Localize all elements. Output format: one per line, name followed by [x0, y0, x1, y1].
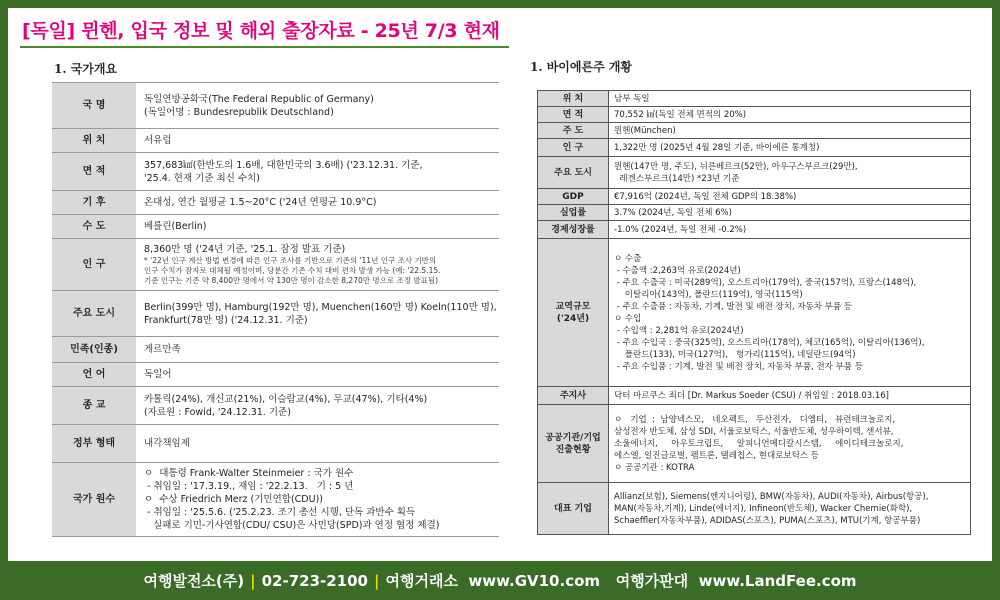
table-row: [538, 405, 971, 483]
table-row: [538, 189, 971, 205]
value-line: '25.4. 현재 기준 최신 수치): [144, 172, 260, 184]
value-line: 카톨릭(24%), 개신교(21%), 이슬람교(4%), 무교(47%), 기타(4%): [144, 393, 428, 405]
value-line: Allianz(보험), Siemens(엔지니어링), BMW(자동차), AUDI(자동차), Airbus(항공),: [614, 491, 929, 502]
footer-separator: |: [250, 572, 256, 590]
row-value: [136, 191, 499, 215]
row-label: 언 어: [52, 363, 136, 387]
value-line: 베를린(Berlin): [144, 221, 207, 232]
row-label: 주지사: [538, 387, 609, 405]
row-value: [609, 387, 971, 405]
table-row: [52, 387, 499, 425]
value-line: 뮌헨(München): [614, 125, 676, 136]
value-line: 닥터 마르쿠스 죄더 [Dr. Markus Soeder (CSU) / 취임일 : 2018.03.16]: [614, 390, 889, 401]
value-line: 남부 독일: [614, 93, 650, 104]
table-row: [538, 239, 971, 387]
value-line: - 주요 수출국 : 미국(289억), 오스트리아(179억), 중국(157억), 프랑스(148억),: [614, 277, 917, 288]
table-row: [538, 205, 971, 221]
row-label: 종 교: [52, 387, 136, 425]
table-row: [52, 425, 499, 463]
country-overview-table: [52, 82, 499, 537]
value-line: ㅇ 공공기관 : KOTRA: [614, 462, 695, 473]
row-label: 위 치: [52, 129, 136, 153]
value-line: €7,916억 (2024년, 독일 전체 GDP의 18.38%): [614, 191, 797, 202]
row-label: GDP: [538, 189, 609, 205]
row-label: 국 명: [52, 83, 136, 129]
footer-label-stand: 여행가판대: [615, 572, 689, 590]
footer-url-gv10[interactable]: www.GV10.com: [468, 572, 601, 590]
row-value: [609, 205, 971, 221]
table-row: [538, 107, 971, 123]
value-line: 70,552 ㎢(독일 전체 면적의 20%): [614, 109, 747, 120]
row-value: [136, 363, 499, 387]
value-line: - 주요 수출품 : 자동차, 기계, 발전 및 배전 장치, 자동차 부품 등: [614, 301, 853, 312]
table-row: [538, 221, 971, 239]
left-section-title: 1. 국가개요: [54, 62, 118, 76]
value-line: 357,683㎢(한반도의 1.6배, 대한민국의 3.6배) ('23.12.31. 기준,: [144, 159, 423, 171]
row-label: 인 구: [538, 139, 609, 157]
row-value: [136, 387, 499, 425]
table-row: [52, 463, 499, 537]
row-value: [136, 291, 499, 337]
row-label: 공공기관/기업 진출현황: [538, 405, 609, 483]
table-row: [52, 129, 499, 153]
row-label: 정부 형태: [52, 425, 136, 463]
value-line: 독일어: [144, 369, 172, 380]
table-row: [52, 337, 499, 363]
table-row: [52, 83, 499, 129]
row-label: 수 도: [52, 215, 136, 239]
footnote-line: 기준 인구는 기존 약 8,400만 명에서 약 130만 명이 감소한 8,270만 명으로 조정 발표됨): [144, 276, 439, 285]
row-label: 민족(인종): [52, 337, 136, 363]
value-line: ㅇ 기업 : 남양넥스모, 네오펙트, 두산전자, 디엠티, 뷰런테크놀로지,: [614, 414, 896, 425]
value-line: 독일연방공화국(The Federal Republic of Germany): [144, 93, 374, 105]
value-line: 에스엘, 일진글로벌, 펨트론, 텔레칩스, 현대로보틱스 등: [614, 450, 819, 461]
value-line: 게르만족: [144, 344, 181, 355]
row-value: [609, 239, 971, 387]
row-label: 기 후: [52, 191, 136, 215]
row-value: [136, 425, 499, 463]
row-label: 교역규모 ('24년): [538, 239, 609, 387]
value-line: - 주요 수입국 : 중국(325억), 오스트리아(178억), 체코(165억), 이탈리아(136억),: [614, 337, 925, 348]
table-row: [52, 215, 499, 239]
value-line: - 취임일 : '17.3.19., 재임 : '22.2.13. 기 : 5 년: [144, 481, 354, 492]
row-label: 주요 도시: [52, 291, 136, 337]
row-value: [609, 483, 971, 535]
row-label: 주 도: [538, 123, 609, 139]
row-value: [609, 405, 971, 483]
row-value: [136, 337, 499, 363]
value-line: 뮌헨(147만 명, 주도), 뉘른베르크(52만), 아우구스부르크(29만),: [614, 161, 858, 172]
footer-url-landfee[interactable]: www.LandFee.com: [698, 572, 857, 590]
value-line: 삼성전자 반도체, 삼성 SDI, 서울로보틱스, 서울반도체, 성우하이텍, 센서뷰,: [614, 426, 894, 437]
value-line: MAN(자동차,기계), Linde(에너지), Infineon(반도체), Wacker Chemie(화학),: [614, 503, 913, 514]
row-label: 면 적: [538, 107, 609, 123]
table-row: [538, 123, 971, 139]
row-label: 면 적: [52, 153, 136, 191]
value-line: - 주요 수입품 : 기계, 발전 및 배전 장치, 자동차 부품, 전자 부품 등: [614, 361, 863, 372]
row-value: [136, 83, 499, 129]
value-line: Schaeffler(자동차부품), ADIDAS(스포츠), PUMA(스포츠), MTU(기계, 항공부품): [614, 515, 921, 526]
row-value: [609, 107, 971, 123]
value-line: 서유럽: [144, 135, 172, 146]
value-line: Berlin(399만 명), Hamburg(192만 명), Muenchen(160만 명) Koeln(110만 명),: [144, 301, 497, 313]
table-row: [52, 291, 499, 337]
document-page: [8, 8, 992, 561]
value-line: (독일어명 : Bundesrepublik Deutschland): [144, 106, 334, 118]
page-title: [독일] 뮌헨, 입국 정보 및 해외 출장자료 - 25년 7/3 현재: [22, 20, 500, 42]
value-line: - 취임일 : '25.5.6. ('25.2.23. 조기 총선 시행, 단독 과반수 획득: [144, 507, 416, 518]
table-row: [538, 157, 971, 189]
footer-bar: [0, 566, 1000, 596]
row-label: 위 치: [538, 91, 609, 107]
value-line: 폴란드(133), 미국(127억), 헝가리(115억), 네덜란드(94억): [614, 349, 856, 360]
footnote-line: * '22년 인구 계산 방법 변경에 따른 인구 조사를 기반으로 기존의 '11년 인구 조사 기반의: [144, 256, 437, 265]
value-line: 온대성, 연간 월평균 1.5~20°C ('24년 연평균 10.9°C): [144, 197, 377, 208]
value-line: 실패로 기민-기사연합(CDU/ CSU)은 사민당(SPD)과 연정 협정 체결): [144, 520, 440, 531]
value-line: 레겐스부르크(14만) *23년 기준: [614, 173, 740, 184]
footer-phone: 02-723-2100: [261, 572, 368, 590]
row-value: [136, 215, 499, 239]
row-label: 국가 원수: [52, 463, 136, 537]
value-line: 8,360만 명 ('24년 기준, '25.1. 잠정 발표 기준): [144, 244, 346, 255]
row-value: [609, 123, 971, 139]
value-line: - 수출액 :2,263억 유로(2024년): [614, 265, 741, 276]
table-row: [52, 153, 499, 191]
value-line: ㅇ 대통령 Frank-Walter Steinmeier : 국가 원수: [144, 468, 354, 479]
row-value: [136, 463, 499, 537]
table-row: [52, 191, 499, 215]
right-section-title: 1. 바이에른주 개황: [530, 60, 633, 74]
table-row: [538, 483, 971, 535]
row-value: [609, 221, 971, 239]
row-value: [136, 153, 499, 191]
row-label: 인 구: [52, 239, 136, 291]
value-line: ㅇ 수입: [614, 313, 642, 324]
value-line: ㅇ 수출: [614, 253, 642, 264]
value-line: 3.7% (2024년, 독일 전체 6%): [614, 207, 732, 218]
value-line: - 수입액 : 2,281억 유로(2024년): [614, 325, 744, 336]
footer-company: 여행발전소(주): [143, 572, 245, 590]
value-line: 내각책임제: [144, 438, 190, 449]
row-label: 경제성장률: [538, 221, 609, 239]
row-label: 실업률: [538, 205, 609, 221]
row-value: [136, 129, 499, 153]
row-label: 주요 도시: [538, 157, 609, 189]
footer-separator: |: [374, 572, 380, 590]
table-row: [538, 387, 971, 405]
table-row: [52, 363, 499, 387]
table-row: [538, 91, 971, 107]
footnote-line: 인구 수치가 잠자로 대체될 예정이며, 당분간 기존 수치 대비 편차 발생 가능 (예: '22.5.15.: [144, 266, 441, 275]
row-value: [609, 91, 971, 107]
row-value: [136, 239, 499, 291]
value-line: 1,322만 명 (2025년 4월 28일 기준, 바이에른 통계청): [614, 142, 820, 153]
row-value: [609, 157, 971, 189]
row-value: [609, 139, 971, 157]
value-line: Frankfurt(78만 명) ('24.12.31. 기준): [144, 314, 308, 326]
value-line: ㅇ 수상 Friedrich Merz (기민연합(CDU)): [144, 494, 323, 505]
value-line: -1.0% (2024년, 독일 전체 -0.2%): [614, 224, 747, 235]
bavaria-overview-table: [537, 90, 971, 535]
title-underline: [20, 46, 509, 48]
row-label: 대표 기업: [538, 483, 609, 535]
value-line: (자료원 : Fowid, '24.12.31. 기준): [144, 406, 291, 418]
value-line: 소울에너지, 아우토크립트, 알피니언메디칼시스템, 에이디테크놀로지,: [614, 438, 904, 449]
table-row: [538, 139, 971, 157]
table-row: [52, 239, 499, 291]
footer-label-exchange: 여행거래소: [385, 572, 458, 590]
row-value: [609, 189, 971, 205]
value-line: 이탈리아(143억), 폴란드(119억), 영국(115억): [614, 289, 803, 300]
